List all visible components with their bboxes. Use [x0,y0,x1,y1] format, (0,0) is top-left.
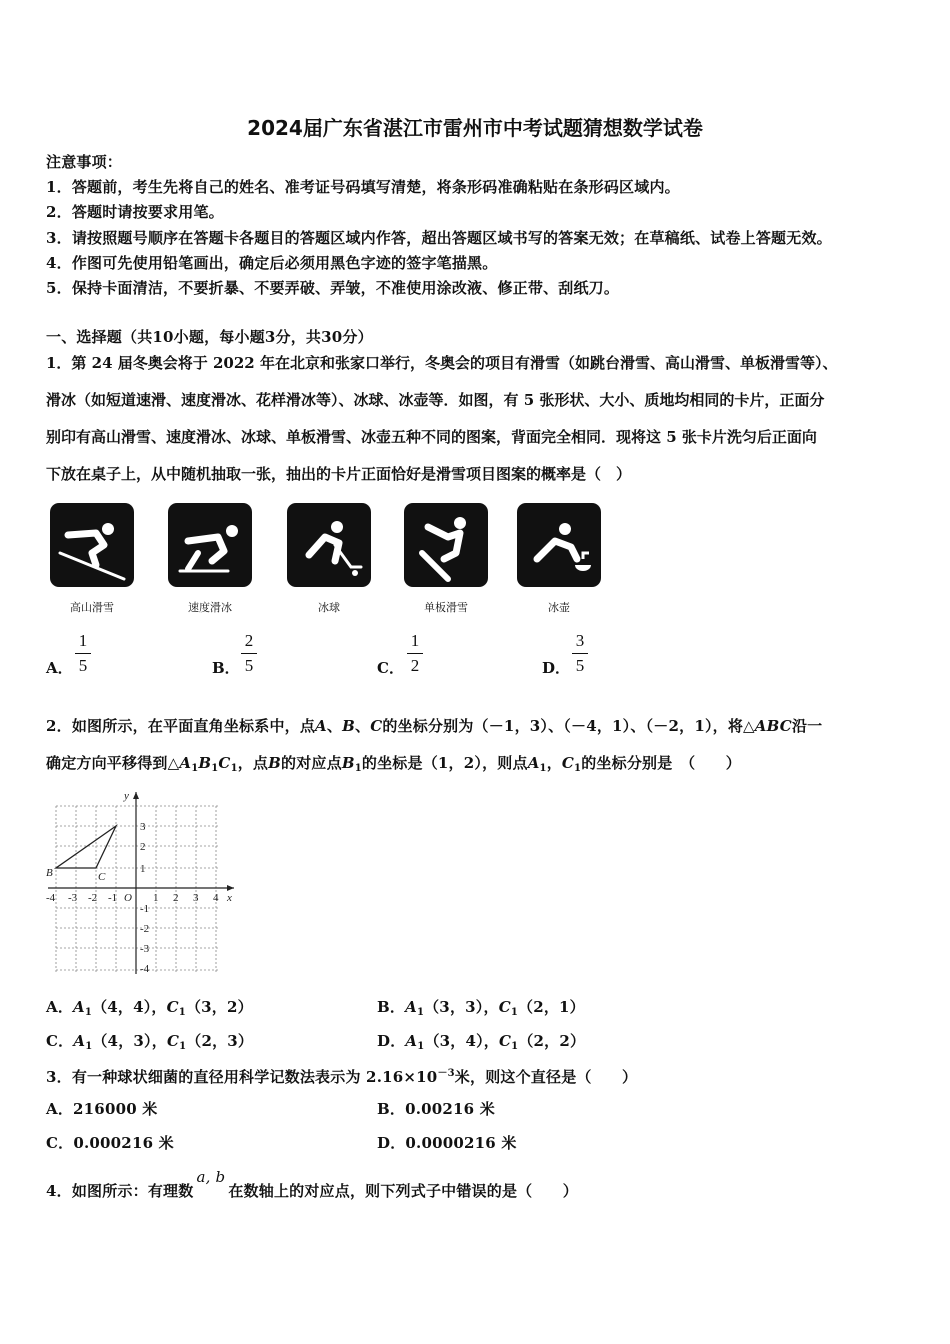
option-fraction [241,631,257,676]
option-label: D． [542,659,571,677]
card-label: 冰球 [318,601,340,614]
x-tick-label: -4 [46,892,56,904]
x-tick-label: -3 [68,892,78,904]
point-b-label: B [46,867,53,879]
denominator: 2 [410,656,420,675]
q1-stem-line: 滑冰（如短道速滑、速度滑冰、花样滑冰等）、冰球、冰壶等．如图，有 5 张形状、大小、质地均相同的卡片，正面分 [46,391,825,409]
x-tick-label: 4 [213,892,219,904]
q3-option: B．0.00216 米 [377,1100,495,1118]
card-label: 单板滑雪 [424,601,468,614]
q3-option: A．216000 米 [46,1100,158,1118]
q3-option: D．0.0000216 米 [377,1134,517,1152]
ice-hockey-card [287,503,371,587]
curling-icon [517,503,601,587]
notice-heading: 注意事项： [46,153,123,171]
q3-stem: 3．有一种球状细菌的直径用科学记数法表示为 $2.16\times 10^{-3}$米，则这个直径是（ ） [46,1068,638,1086]
alpine-skiing-icon [50,503,134,587]
x-tick-label: 1 [153,892,159,904]
notice-item: 4．作图可先使用铅笔画出，确定后必须用黑色字迹的签字笔描黑。 [46,254,498,272]
denominator: 5 [575,656,585,675]
q1-stem-line: 下放在桌子上，从中随机抽取一张，抽出的卡片正面恰好是滑雪项目图案的概率是（ ） [46,465,632,483]
q4-stem: 4．如图所示：有理数a, b在数轴上的对应点，则下列式子中错误的是（ ） [46,1168,578,1200]
q2-option-b: B．$A_1(3$，3），$C_1(2$，1） [377,998,585,1018]
numerator: 1 [78,631,88,650]
snowboard-card [404,503,488,587]
snowboard-icon [404,503,488,587]
option-label: C． [377,659,404,677]
notice-item: 1．答题前，考生先将自己的姓名、准考证号码填写清楚，将条形码准确粘贴在条形码区域内。 [46,178,680,196]
point-c-label: C [98,871,106,883]
x-tick-label: -1 [108,892,118,904]
option-label: B． [212,659,240,677]
q2-option-c: C．$A_1(4$，3），$C_1(2$，3） [46,1032,254,1052]
notice-item: 2．答题时请按要求用笔。 [46,203,224,221]
y-axis-label: y [124,790,129,802]
q2-stem-line: 2．如图所示，在平面直角坐标系中，点A、B、C的坐标分别为（－1，3）、（－4，1）、（－2，1），将△ABC沿一 [46,717,823,735]
y-tick-label: 2 [140,841,146,853]
speed-skating-card [168,503,252,587]
numerator: 2 [244,631,254,650]
alpine-skiing-card [50,503,134,587]
numerator: 1 [410,631,420,650]
notice-item: 3．请按照题号顺序在答题卡各题目的答题区域内作答，超出答题区域书写的答案无效；在草稿纸、试卷上答题无效。 [46,229,832,247]
card-label: 速度滑冰 [188,601,232,614]
numerator: 3 [575,631,585,650]
q1-stem-line: 别印有高山滑雪、速度滑冰、冰球、单板滑雪、冰壶五种不同的图案，背面完全相同．现将这 5 张卡片洗匀后正面向 [46,428,817,446]
denominator: 5 [78,656,88,675]
origin-label: O [124,892,132,904]
speed-skating-icon [168,503,252,587]
q2-stem-line: 确定方向平移得到$\triangle A_1B_1C_1$，点B的对应点$B_1$的坐标是（1，2），则点$A_1$，$C_1$的坐标分别是 （ ） [46,754,741,774]
y-tick-label: -1 [140,903,150,915]
page-title: 2024届广东省湛江市雷州市中考试题猜想数学试卷 [247,116,703,140]
q2-option-d: D．$A_1(3$，4），$C_1(2$，2） [377,1032,586,1052]
notice-item: 5．保持卡面清洁，不要折暴、不要弄破、弄皱，不准使用涂改液、修正带、刮纸刀。 [46,279,620,297]
y-tick-label: -4 [140,963,150,975]
y-tick-label: -2 [140,923,150,935]
denominator: 5 [244,656,254,675]
card-label: 高山滑雪 [70,601,114,614]
triangle-abc [56,826,116,868]
option-fraction [75,631,91,676]
x-tick-label: -2 [88,892,98,904]
q2-option-a: A．$A_1(4$，4），$C_1(3$，2） [46,998,253,1018]
y-tick-label: 3 [140,821,146,833]
section-heading: 一、选择题（共10小题，每小题3分，共30分） [46,328,373,346]
y-tick-label: -3 [140,943,150,955]
q3-option: C．0.000216 米 [46,1134,174,1152]
coordinate-grid [42,786,242,976]
y-tick-label: 1 [140,863,146,875]
curling-card [517,503,601,587]
option-fraction [407,631,423,676]
option-label: A． [46,659,73,677]
x-axis-label: x [227,892,232,904]
x-tick-label: 2 [173,892,179,904]
x-tick-label: 3 [193,892,199,904]
option-fraction [572,631,588,676]
ice-hockey-icon [287,503,371,587]
card-label: 冰壶 [548,601,570,614]
q1-stem-line: 1．第 24 届冬奥会将于 2022 年在北京和张家口举行，冬奥会的项目有滑雪（如跳台滑雪、高山滑雪、单板滑雪等）、 [46,354,838,372]
